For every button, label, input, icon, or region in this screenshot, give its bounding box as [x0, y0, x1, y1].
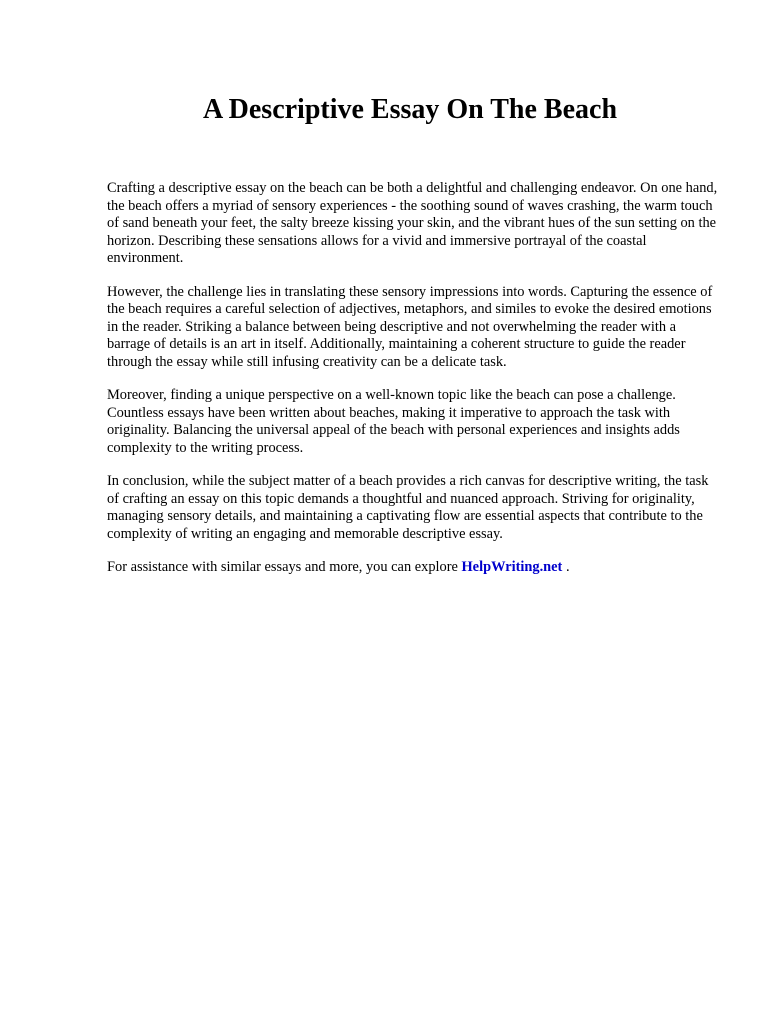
footer-suffix: . [562, 559, 570, 575]
paragraph-2: However, the challenge lies in translating these sensory impressions into words. Capturing the essence of the beach requires a careful selection of adjectives, metaphors, and similes to evoke the desired emotions in the reader. Striking a balance between being descriptive and not overwhelming the reader with a barrage of details is an art in itself. Additionally, maintaining a coherent structure to guide the reader through the essay while still infusing creativity can be a delicate task. [107, 283, 713, 370]
footer-line [107, 559, 719, 577]
paragraph-3: Moreover, finding a unique perspective on a well-known topic like the beach can pose a challenge. Countless essays have been written about beaches, making it imperative to approach the task with originality. Balancing the universal appeal of the beach with personal experiences and insights adds complexity to the writing process. [107, 387, 680, 456]
paragraph-4: In conclusion, while the subject matter of a beach provides a rich canvas for descriptive writing, the task of crafting an essay on this topic demands a thoughtful and nuanced approach. Striving for originality, managing sensory details, and maintaining a captivating flow are essential aspects that contribute to the complexity of writing an engaging and memorable descriptive essay. [107, 473, 709, 542]
helpwriting-link[interactable]: HelpWriting.net [461, 559, 563, 575]
paragraph-1: Crafting a descriptive essay on the beach can be both a delightful and challenging endeavor. On one hand, the beach offers a myriad of sensory experiences - the soothing sound of waves crashing, the warm touch of sand beneath your feet, the salty breeze kissing your skin, and the vibrant hues of the sun setting on the horizon. Describing these sensations allows for a vivid and immersive portrayal of the coastal environment. [107, 180, 718, 266]
essay-body [107, 180, 719, 593]
document-title: A Descriptive Essay On The Beach [202, 94, 618, 125]
footer-prefix: For assistance with similar essays and more, you can explore [107, 559, 462, 575]
